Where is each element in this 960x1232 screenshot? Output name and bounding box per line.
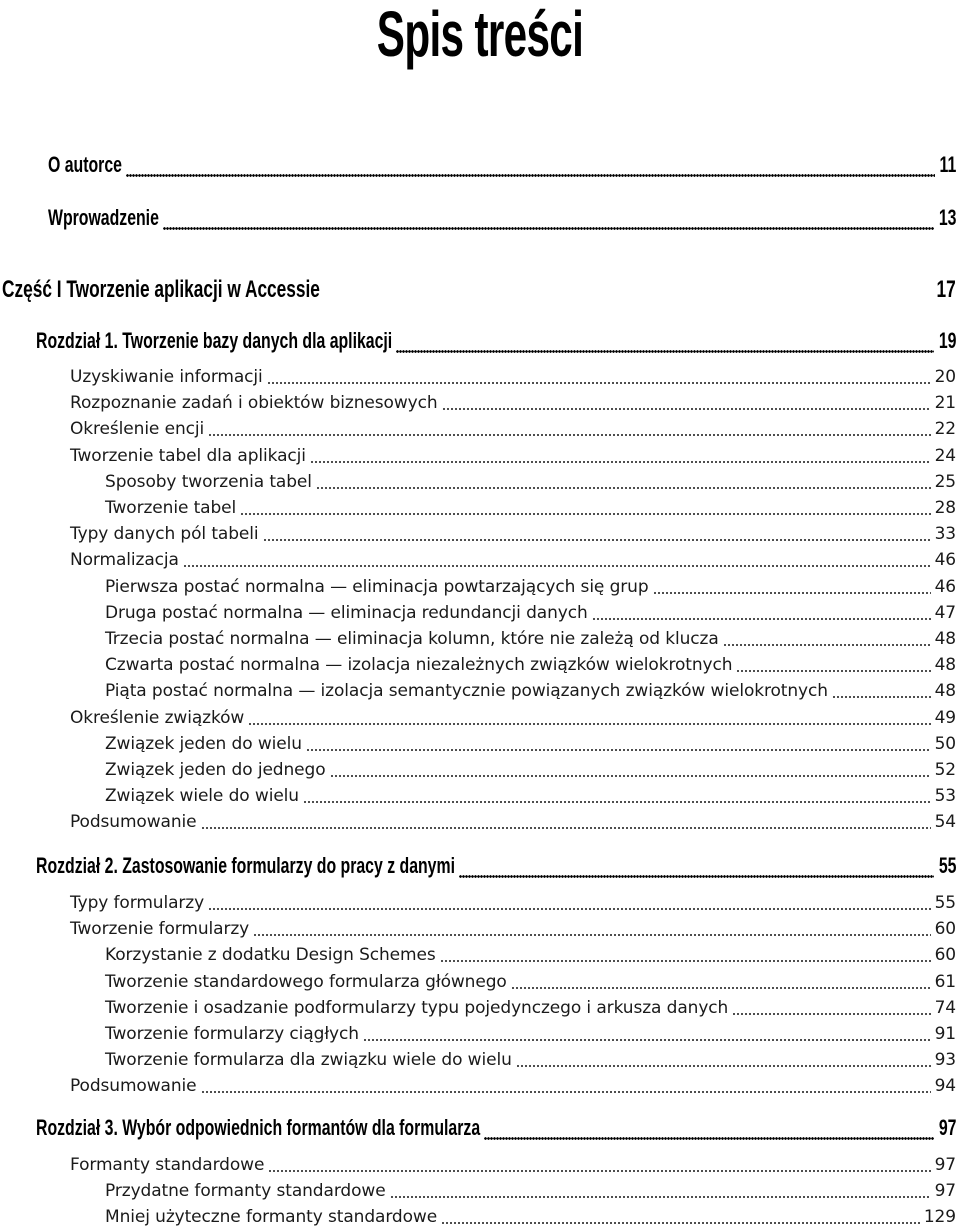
toc-entry-author[interactable] [48, 152, 956, 182]
dot-leader [723, 626, 931, 652]
toc-entry-title: Trzecia postać normalna — eliminacja kolumn, które nie zależą od klucza [105, 629, 719, 649]
dot-leader [459, 853, 934, 883]
toc-page-number: 97 [934, 1155, 956, 1175]
dot-leader [306, 731, 931, 757]
toc-entry-title: Czwarta postać normalna — izolacja niezależnych związków wielokrotnych [105, 655, 733, 675]
toc-entry-title: Podsumowanie [70, 1076, 197, 1096]
toc-page-number: 60 [934, 945, 956, 965]
dot-leader [441, 1204, 920, 1230]
toc-page-number: 129 [923, 1207, 956, 1227]
toc-chapter-heading[interactable] [36, 328, 956, 358]
dot-leader [253, 916, 930, 942]
toc-page-number: 11 [939, 152, 956, 177]
toc-entry-title: Część I Tworzenie aplikacji w Accessie [2, 276, 320, 303]
dot-leader [363, 1021, 931, 1047]
toc-page-number: 61 [934, 972, 956, 992]
toc-entry[interactable] [105, 995, 956, 1021]
toc-page-number: 22 [934, 419, 956, 439]
toc-entry-title: Rozdział 2. Zastosowanie formularzy do pracy z danymi [36, 853, 455, 878]
toc-entry[interactable] [105, 574, 956, 600]
toc-page-number: 24 [934, 446, 956, 466]
toc-entry-title: O autorce [48, 152, 122, 177]
toc-entry[interactable] [105, 1047, 956, 1073]
dot-leader [653, 574, 931, 600]
toc-entry[interactable] [105, 1021, 956, 1047]
dot-leader [201, 1073, 931, 1099]
toc-page-number: 28 [934, 498, 956, 518]
dot-leader [163, 205, 934, 235]
toc-chapter-heading[interactable] [36, 1115, 956, 1145]
dot-leader [516, 1047, 931, 1073]
toc-entry-title: Tworzenie tabel [105, 498, 237, 518]
toc-entry[interactable] [105, 783, 956, 809]
toc-page-number: 33 [934, 524, 956, 544]
toc-entry[interactable] [70, 390, 956, 416]
toc-entry-title: Związek jeden do wielu [105, 734, 302, 754]
toc-entry[interactable] [70, 916, 956, 942]
toc-page-number: 74 [934, 998, 956, 1018]
dot-leader [183, 547, 931, 573]
toc-entry[interactable] [70, 521, 956, 547]
toc-chapter-heading[interactable] [36, 853, 956, 883]
toc-page-number: 49 [934, 708, 956, 728]
toc-page-number: 60 [934, 919, 956, 939]
toc-entry[interactable] [70, 547, 956, 573]
dot-leader [396, 328, 934, 358]
toc-entry-title: Normalizacja [70, 550, 179, 570]
dot-leader [267, 364, 931, 390]
toc-page-number: 54 [934, 812, 956, 832]
dot-leader [240, 495, 930, 521]
dot-leader [208, 416, 930, 442]
toc-page-number: 17 [936, 276, 956, 303]
toc-entry-title: Związek wiele do wielu [105, 786, 299, 806]
dot-leader [330, 757, 931, 783]
toc-entry[interactable] [105, 1204, 956, 1230]
toc-entry[interactable] [105, 731, 956, 757]
dot-leader [248, 705, 930, 731]
toc-entry-title: Piąta postać normalna — izolacja semantycznie powiązanych związków wielokrotnych [105, 681, 828, 701]
toc-entry-title: Pierwsza postać normalna — eliminacja powtarzających się grup [105, 577, 649, 597]
toc-entry[interactable] [70, 1152, 956, 1178]
dot-leader [484, 1115, 934, 1145]
dot-leader [324, 276, 933, 308]
toc-entry[interactable] [70, 809, 956, 835]
toc-page-number: 55 [938, 853, 956, 878]
toc-entry[interactable] [70, 443, 956, 469]
toc-entry[interactable] [105, 757, 956, 783]
toc-entry-title: Określenie związków [70, 708, 245, 728]
toc-page-number: 25 [934, 472, 956, 492]
toc-entry-title: Rozdział 3. Wybór odpowiednich formantów dla formularza [36, 1115, 481, 1140]
toc-page-number: 97 [938, 1115, 956, 1140]
toc-page-number: 20 [934, 367, 956, 387]
toc-entry[interactable] [105, 678, 956, 704]
toc-page-number: 48 [934, 655, 956, 675]
toc-entry[interactable] [105, 600, 956, 626]
toc-entry[interactable] [105, 626, 956, 652]
toc-entry[interactable] [105, 1178, 956, 1204]
toc-entry[interactable] [105, 469, 956, 495]
toc-part-heading[interactable] [2, 276, 956, 308]
toc-entry-title: Związek jeden do jednego [105, 760, 326, 780]
dot-leader [310, 443, 931, 469]
toc-page-number: 21 [934, 393, 956, 413]
toc-page-number: 53 [934, 786, 956, 806]
toc-page-number: 50 [934, 734, 956, 754]
toc-entry[interactable] [70, 416, 956, 442]
toc-entry-title: Tworzenie tabel dla aplikacji [70, 446, 306, 466]
page-title: Spis treści [376, 0, 584, 70]
toc-page-number: 13 [938, 205, 956, 230]
dot-leader [390, 1178, 931, 1204]
dot-leader [592, 600, 931, 626]
dot-leader [832, 678, 931, 704]
toc-entry-title: Mniej użyteczne formanty standardowe [105, 1207, 438, 1227]
toc-page-number: 46 [934, 577, 956, 597]
toc-page-number: 48 [934, 681, 956, 701]
toc-entry-title: Tworzenie standardowego formularza głównego [105, 972, 507, 992]
toc-page-number: 47 [934, 603, 956, 623]
toc-entry-title: Podsumowanie [70, 812, 197, 832]
toc-entry-title: Tworzenie formularza dla związku wiele do wielu [105, 1050, 512, 1070]
toc-entry-title: Określenie encji [70, 419, 205, 439]
toc-entry-title: Przydatne formanty standardowe [105, 1181, 386, 1201]
toc-page-number: 19 [938, 328, 956, 353]
dot-leader [126, 152, 935, 182]
toc-page-number: 97 [934, 1181, 956, 1201]
dot-leader [268, 1152, 930, 1178]
toc-page-number: 91 [934, 1024, 956, 1044]
toc-entry[interactable] [70, 890, 956, 916]
toc-page-number: 93 [934, 1050, 956, 1070]
toc-entry[interactable] [70, 705, 956, 731]
toc-page-number: 48 [934, 629, 956, 649]
dot-leader [208, 890, 930, 916]
dot-leader [316, 469, 931, 495]
toc-entry-title: Formanty standardowe [70, 1155, 265, 1175]
toc-entry-title: Druga postać normalna — eliminacja redundancji danych [105, 603, 588, 623]
toc-entry-title: Sposoby tworzenia tabel [105, 472, 312, 492]
toc-entry-title: Uzyskiwanie informacji [70, 367, 263, 387]
toc-entry[interactable] [105, 942, 956, 968]
toc-entry-title: Korzystanie z dodatku Design Schemes [105, 945, 436, 965]
toc-entry-introduction[interactable] [48, 205, 956, 235]
dot-leader [511, 969, 931, 995]
toc-entry-title: Tworzenie formularzy [70, 919, 250, 939]
toc-page-number: 55 [934, 893, 956, 913]
toc-entry[interactable] [70, 364, 956, 390]
toc-entry[interactable] [70, 1073, 956, 1099]
toc-entry[interactable] [105, 969, 956, 995]
toc-entry-title: Rozdział 1. Tworzenie bazy danych dla aplikacji [36, 328, 393, 353]
toc-page-number: 94 [934, 1076, 956, 1096]
dot-leader [440, 942, 931, 968]
dot-leader [442, 390, 931, 416]
dot-leader [263, 521, 931, 547]
toc-page-number: 52 [934, 760, 956, 780]
toc-entry-title: Rozpoznanie zadań i obiektów biznesowych [70, 393, 438, 413]
toc-entry-title: Tworzenie i osadzanie podformularzy typu pojedynczego i arkusza danych [105, 998, 729, 1018]
dot-leader [736, 652, 930, 678]
toc-entry[interactable] [105, 652, 956, 678]
toc-entry-title: Typy formularzy [70, 893, 205, 913]
dot-leader [201, 809, 931, 835]
dot-leader [732, 995, 930, 1021]
toc-entry-title: Wprowadzenie [48, 205, 159, 230]
dot-leader [303, 783, 931, 809]
toc-page-number: 46 [934, 550, 956, 570]
toc-entry-title: Typy danych pól tabeli [70, 524, 259, 544]
toc-entry[interactable] [105, 495, 956, 521]
toc-entry-title: Tworzenie formularzy ciągłych [105, 1024, 359, 1044]
